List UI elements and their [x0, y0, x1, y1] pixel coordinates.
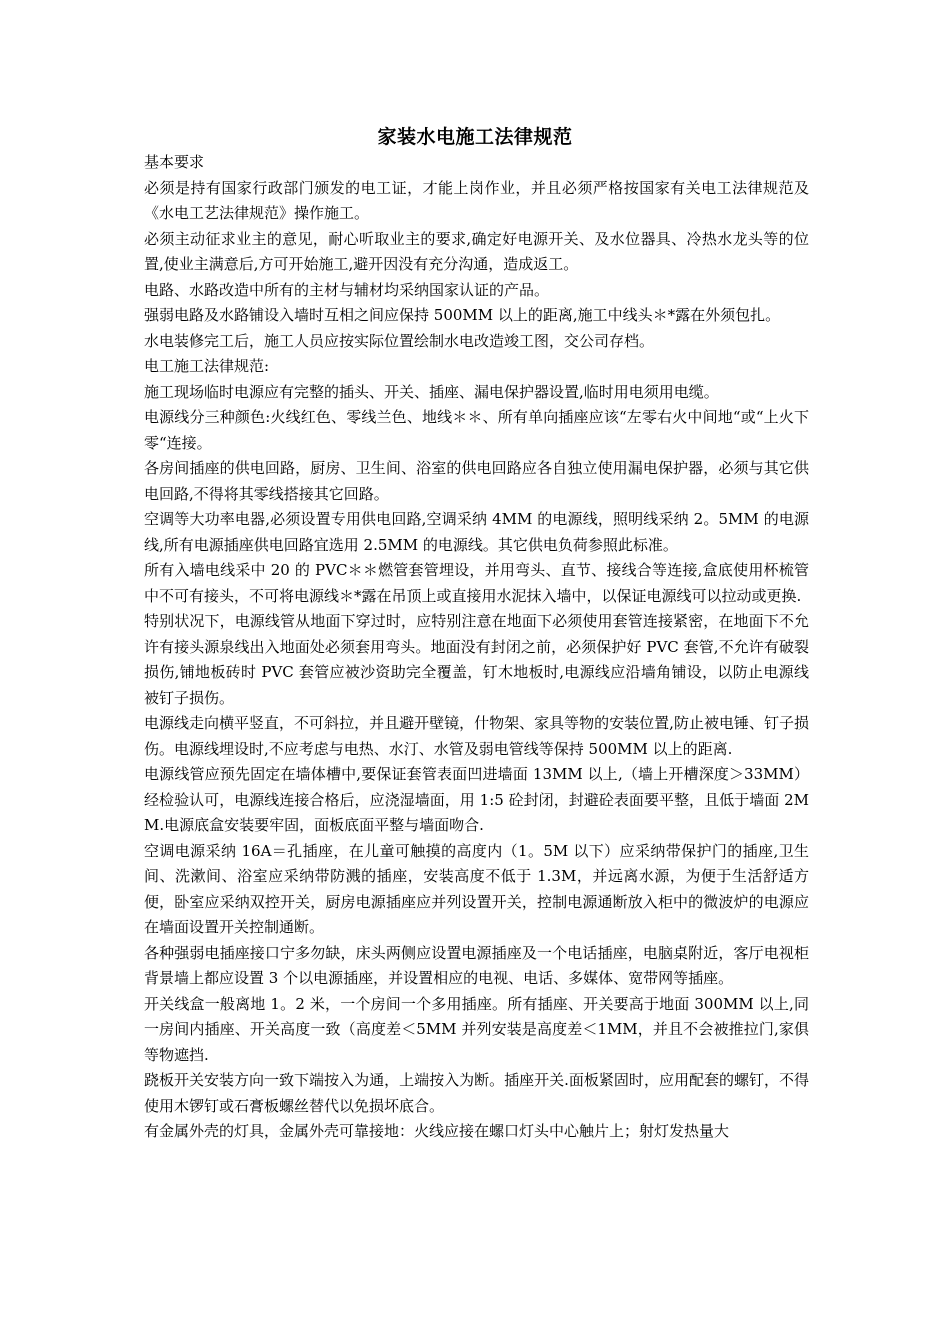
- document-title: 家装水电施工法律规范: [377, 126, 573, 148]
- document-body: [144, 150, 809, 1145]
- paragraph: 各种强弱电插座接口宁多勿缺，床头两侧应设置电源插座及一个电话插座，电脑桌附近，客厅电视柜背景墙上都应设置 3 个以电源插座，并设置相应的电视、电话、多媒体、宽带网等插座。: [144, 943, 809, 987]
- paragraph: 电源线走向横平竖直，不可斜拉，并且避开壁镜，什物架、家具等物的安装位置,防止被电锤、钉子损伤。电源线埋设时,不应考虑与电热、水汀、水管及弱电管线等保持 500MM 以上的距离.: [144, 714, 809, 758]
- section-heading-basic-requirements: 基本要求: [144, 153, 205, 171]
- paragraph: 开关线盒一般离地 1。2 米，一个房间一个多用插座。所有插座、开关要高于地面 300MM 以上,同一房间内插座、开关高度一致（高度差＜5MM 并列安装是高度差＜1MM，并且不会被推拉门,家俱等物遮挡.: [144, 994, 809, 1064]
- paragraph: 施工现场临时电源应有完整的插头、开关、插座、漏电保护器设置,临时用电须用电缆。: [144, 382, 719, 401]
- paragraph: 所有入墙电线采中 20 的 PVC＊＊燃管套管埋设，并用弯头、直节、接线合等连接,盒底使用杯梳管中不可有接头，不可将电源线＊*露在吊顶上或直接用水泥抹入墙中，以保证电源线可以拉动或更换.: [144, 561, 809, 605]
- paragraph: 强弱电路及水路铺设入墙时互相之间应保持 500MM 以上的距离,施工中线头＊*露在外须包扎。: [144, 306, 781, 324]
- section-heading-electrical-rules: 电工施工法律规范:: [144, 357, 270, 375]
- paragraph: 电路、水路改造中所有的主材与辅材均采纳国家认证的产品。: [144, 280, 550, 299]
- paragraph: 有金属外壳的灯具，金属外壳可靠接地：火线应接在螺口灯头中心触片上；射灯发热量大: [144, 1122, 730, 1140]
- paragraph: 跷板开关安装方向一致下端按入为通，上端按入为断。插座开关.面板紧固时，应用配套的螺钉，不得使用木锣钉或石膏板螺丝替代以免损坏底合。: [144, 1071, 809, 1115]
- paragraph: 空调电源采纳 16A＝孔插座，在儿童可触摸的高度内（1。5M 以下）应采纳带保护门的插座,卫生间、洗漱间、浴室应采纳带防溅的插座，安装高度不低于 1.3M，并远离水源，为便于生活舒适方便，卧室应采纳双控开关，厨房电源插座应并列设置开关，控制电源通断放入柜中的微波炉的电源应在墙面设置开关控制通断。: [144, 841, 809, 936]
- paragraph: 必须主动征求业主的意见，耐心听取业主的要求,确定好电源开关、及水位器具、冷热水龙头等的位置,使业主满意后,方可开始施工,避开因没有充分沟通，造成返工。: [144, 229, 809, 273]
- paragraph: 特别状况下，电源线管从地面下穿过时，应特别注意在地面下必须使用套管连接紧密，在地面下不允许有接头源泉线出入地面处必须套用弯头。地面没有封闭之前，必须保护好 PVC 套管,不允许有破裂损伤,铺地板砖时 PVC 套管应被沙资助完全覆盖，钉木地板时,电源线应沿墙角铺设，以防止电源线被钉子损伤。: [144, 612, 809, 707]
- paragraph: 空调等大功率电器,必须设置专用供电回路,空调采纳 4MM 的电源线，照明线采纳 2。5MM 的电源线,所有电源插座供电回路宜选用 2.5MM 的电源线。其它供电负荷参照此标准。: [144, 510, 809, 554]
- paragraph: 电源线分三种颜色:火线红色、零线兰色、地线＊＊、所有单向插座应该“左零右火中间地“或“上火下零“连接。: [144, 408, 809, 452]
- paragraph: 必须是持有国家行政部门颁发的电工证，才能上岗作业，并且必须严格按国家有关电工法律规范及《水电工艺法律规范》操作施工。: [144, 178, 809, 222]
- paragraph: 水电装修完工后，施工人员应按实际位置绘制水电改造竣工图，交公司存档。: [144, 331, 655, 350]
- paragraph: 电源线管应预先固定在墙体槽中,要保证套管表面凹进墙面 13MM 以上,（墙上开槽深度＞33MM）经检验认可，电源线连接合格后，应浇湿墙面，用 1:5 砼封闭，封避砼表面要平整，且低于墙面 2MM.电源底盒安装要牢固，面板底面平整与墙面吻合.: [144, 765, 809, 834]
- paragraph: 各房间插座的供电回路，厨房、卫生间、浴室的供电回路应各自独立使用漏电保护器，必须与其它供电回路,不得将其零线搭接其它回路。: [144, 459, 809, 503]
